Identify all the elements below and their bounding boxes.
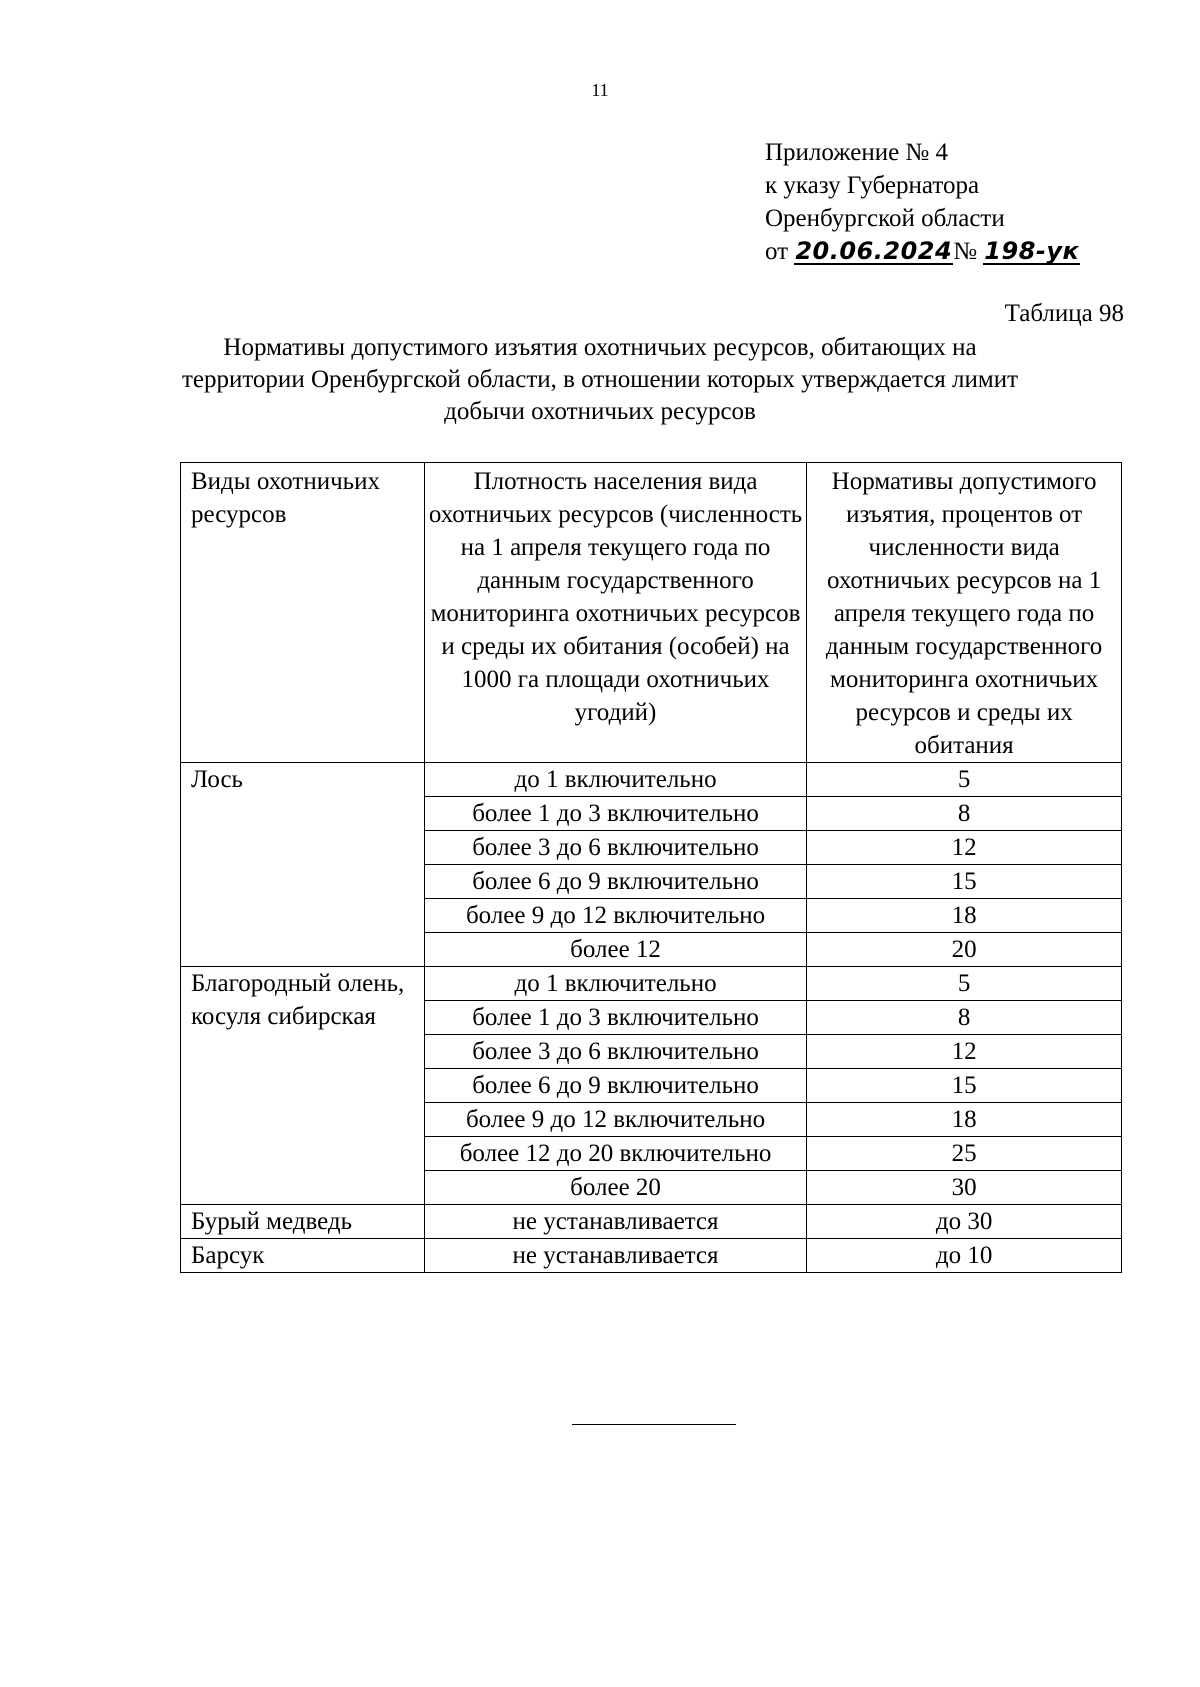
number-sign: №: [953, 238, 978, 265]
density-cell: более 6 до 9 включительно: [424, 1069, 806, 1103]
norm-cell: 15: [807, 865, 1122, 899]
norm-cell: 18: [807, 1103, 1122, 1137]
species-cell: Благородный олень, косуля сибирская: [181, 967, 425, 1205]
density-cell: более 20: [424, 1171, 806, 1205]
species-cell: Барсук: [181, 1239, 425, 1273]
density-cell: более 6 до 9 включительно: [424, 865, 806, 899]
norm-cell: 8: [807, 1001, 1122, 1035]
appendix-line-1: Приложение № 4: [765, 139, 949, 166]
species-cell: Бурый медведь: [181, 1205, 425, 1239]
end-divider: [572, 1424, 736, 1425]
norm-cell: 15: [807, 1069, 1122, 1103]
appendix-block: [765, 136, 1080, 268]
table-row: [181, 763, 1122, 797]
species-cell: Лось: [181, 763, 425, 967]
norm-cell: 5: [807, 967, 1122, 1001]
norms-table: [180, 462, 1122, 1273]
header-species: Виды охотничьих ресурсов: [181, 463, 425, 763]
handwritten-number: 198-ук: [984, 237, 1080, 265]
appendix-line-2: к указу Губернатора: [765, 172, 980, 199]
table-body: [181, 763, 1122, 1273]
handwritten-date: 20.06.2024: [795, 237, 953, 265]
norm-cell: 25: [807, 1137, 1122, 1171]
norm-cell: 18: [807, 899, 1122, 933]
page-number: 11: [591, 80, 609, 100]
norm-cell: 30: [807, 1171, 1122, 1205]
table-row: [181, 1205, 1122, 1239]
norm-cell: 12: [807, 831, 1122, 865]
document-title: Нормативы допустимого изъятия охотничьих ресурсов, обитающих на территории Оренбургской области, в отношении которых утверждается лимит добычи охотничьих ресурсов: [181, 334, 1019, 425]
header-norm: Нормативы допустимого изъятия, процентов от численности вида охотничьих ресурсов на 1 апреля текущего года по данным государственного мониторинга охотничьих ресурсов и среды их обитания: [807, 463, 1122, 763]
density-cell: более 12: [424, 933, 806, 967]
appendix-line-3: Оренбургской области: [765, 205, 1005, 232]
density-cell: не устанавливается: [424, 1205, 806, 1239]
header-density: Плотность населения вида охотничьих ресурсов (численность на 1 апреля текущего года по данным государственного мониторинга охотничьих ресурсов и среды их обитания (особей) на 1000 га площади охотничьих угодий): [424, 463, 806, 763]
norm-cell: до 10: [807, 1239, 1122, 1273]
table-label: Таблица 98: [1004, 300, 1124, 327]
norm-cell: 20: [807, 933, 1122, 967]
density-cell: более 9 до 12 включительно: [424, 899, 806, 933]
density-cell: до 1 включительно: [424, 763, 806, 797]
table-header-row: [181, 463, 1122, 763]
norm-cell: 12: [807, 1035, 1122, 1069]
table-row: [181, 1239, 1122, 1273]
norm-cell: 8: [807, 797, 1122, 831]
density-cell: более 3 до 6 включительно: [424, 831, 806, 865]
table-row: [181, 967, 1122, 1001]
density-cell: более 9 до 12 включительно: [424, 1103, 806, 1137]
date-prefix: от: [765, 238, 789, 265]
norm-cell: 5: [807, 763, 1122, 797]
density-cell: более 1 до 3 включительно: [424, 797, 806, 831]
appendix-date-line: [765, 235, 1080, 268]
norm-cell: до 30: [807, 1205, 1122, 1239]
density-cell: не устанавливается: [424, 1239, 806, 1273]
density-cell: до 1 включительно: [424, 967, 806, 1001]
density-cell: более 12 до 20 включительно: [424, 1137, 806, 1171]
density-cell: более 3 до 6 включительно: [424, 1035, 806, 1069]
density-cell: более 1 до 3 включительно: [424, 1001, 806, 1035]
